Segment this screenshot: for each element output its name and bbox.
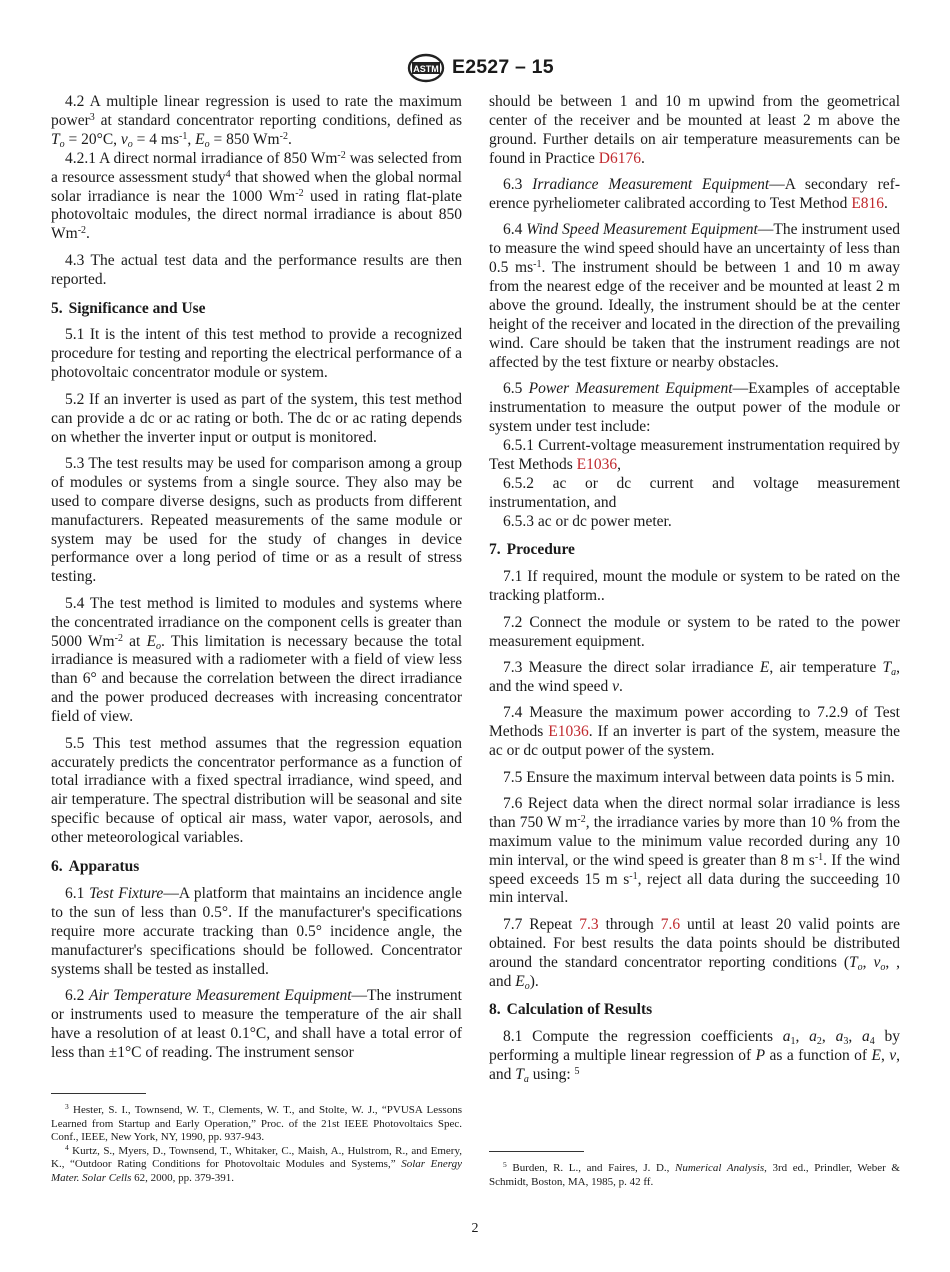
section-4-2-1: 4.2.1 A direct normal irradiance of 850 $Wm^{-2}$ was selected from a resource assessment study$^4$ that showed when the global normal solar irradiance is near the 1000 $Wm^{-2}$ used in rating flat-plate photovoltaic modules, the direct normal irradiance is about 850 $Wm^{-2}$.	[51, 149, 463, 243]
section-8-1: 8.1 Compute the regression coefficients $a_1$, $a_2$, $a_3$, $a_4$ by performing a multiple linear regression of P as a function of E, v, and $T_a$ using: $^5$	[489, 1028, 901, 1086]
section-7-6: 7.6 Reject data when the direct normal solar irradiance is less than 750 W $m^{-2}$, the irradiance varies by more than 10 % from the maximum value to the minimum value recorded during any 10 min interval, or the wind speed is greater than 8 m $s^{-1}$. If the wind speed exceeds 15 m $s^{-1}$, reject all data during the succeeding 10 min interval.	[489, 794, 901, 907]
astm-logo	[406, 52, 446, 84]
footnotes-left	[51, 1104, 462, 1186]
section-7-4: 7.4 Measure the maximum power according to 7.2.9 of Test Methods E1036. If an inverter is part of the system, measure the ac or dc output power of the system.	[489, 704, 900, 760]
section-6-5-2: 6.5.2 ac or dc current and voltage measurement instrumentation, and	[489, 474, 900, 511]
section-7-5: 7.5 Ensure the maximum interval between data points is 5 min.	[503, 768, 895, 786]
section-6-3: 6.3 Irradiance Measurement Equipment—A secondary reference pyrheliometer calibrated according to Test Method E816.	[489, 176, 900, 213]
link-e816[interactable]: E816	[851, 195, 885, 213]
section-6-4: 6.4 Wind Speed Measurement Equipment—The instrument used to measure the wind speed should have an uncertainty of less than 0.5 $ms^{-1}$. The instrument should be between 1 and 10 m away from the nearest edge of the receiver and be mounted at least 2 m above the ground. Ideally, the instrument should be at the center height of the receiver and located in the direction of the prevailing wind. Care should be taken that the instrument readings are not affected by the test fixture or nearby obstacles.	[489, 221, 901, 371]
section-6-2-continued: should be between 1 and 10 m upwind from the geometrical center of the receiver and be mounted at least 2 m above the ground. Further details on air temperature measurements can be found in Practice D6176.	[489, 93, 900, 167]
section-7-2: 7.2 Connect the module or system to be rated to the power measurement equipment.	[489, 613, 900, 650]
section-5-1: 5.1 It is the intent of this test method to provide a recognized procedure for testing and reporting the electrical performance of a photovoltaic concentrator module or system.	[51, 326, 462, 382]
section-4-3: 4.3 The actual test data and the performance results are then reported.	[51, 251, 462, 288]
section-6-5-3: 6.5.3 ac or dc power meter.	[503, 512, 672, 530]
link-7-3[interactable]: 7.3	[579, 915, 599, 933]
link-7-6[interactable]: 7.6	[660, 915, 681, 933]
footnote-4: $^4$ Kurtz, S., Myers, D., Townsend, T., Whitaker, C., Maish, A., Hulstrom, R., and Emery, K., “Outdoor Rating Conditions for Photovoltaic Modules and Systems,” Solar Energy Mater. Solar Cells 62, 2000, pp. 379-391.	[51, 1142, 462, 1184]
footnote-5: $^5$ Burden, R. L., and Faires, J. D., Numerical Analysis, 3rd ed., Prindler, Weber & Schmidt, Boston, MA, 1985, p. 42 ff.	[489, 1160, 900, 1188]
footnote-rule-left	[51, 1093, 146, 1094]
section-7-1: 7.1 If required, mount the module or system to be rated on the tracking platform..	[489, 568, 900, 605]
section-7-3: 7.3 Measure the direct solar irradiance E, air temperature $T_a$, and the wind speed v.	[489, 658, 901, 695]
link-e1036-2[interactable]: E1036	[548, 723, 589, 741]
section-6-2: 6.2 Air Temperature Measurement Equipment—The instrument or instruments used to measure the temperature of the air shall have a resolution of at least 0.1°C, and shall have a total error of less than ±1°C of reading. The instrument sensor	[51, 986, 462, 1061]
left-column	[51, 93, 462, 1070]
section-5-5: 5.5 This test method assumes that the regression equation accurately predicts the concentrator performance as a function of total irradiance with a fixed spectral irradiance, wind speed, and air temperature. The spectral distribution will be seasonal and site specific because of optical air mass, water vapor, aerosols, and other meteorological variables.	[51, 734, 462, 847]
section-5-3: 5.3 The test results may be used for comparison among a group of modules or systems from a single source. They also may be used to compare diverse designs, such as products from different manufacturers. Repeated measurements of the same module or system may be used for the study of changes in device performance over a long period of time or as a result of stress testing.	[51, 454, 462, 586]
heading-section-7: 7. Procedure	[489, 541, 575, 559]
page-number: 2	[471, 1221, 479, 1236]
link-d6176[interactable]: D6176	[598, 149, 641, 167]
section-5-2: 5.2 If an inverter is used as part of the system, this test method can provide a dc or ac rating or both. The dc or ac rating depends on whether the inverter input or output is monitored.	[51, 390, 462, 446]
footnote-rule-right	[489, 1151, 584, 1152]
section-5-4: 5.4 The test method is limited to modules and systems where the concentrated irradiance on the component cells is greater than 5000 $Wm^{-2}$ at $E_o$. This limitation is necessary because the total irradiance is measured with a radiometer with a field of view less than 6° and because the correlation between the direct irradiance and the power produced decreases with increasing concentrator field of view.	[51, 594, 463, 726]
heading-section-6: 6. Apparatus	[51, 858, 140, 876]
section-6-1: 6.1 Test Fixture—A platform that maintains an incidence angle to the sun of less than 0.5°. If the manufacturer's specifications require more accurate tracking than 0.5° incidence angle, the manufacturer's specifications should be followed. Concentrator systems shall be tested as installed.	[51, 884, 463, 978]
section-6-5-1: 6.5.1 Current-voltage measurement instrumentation required by Test Methods E1036,	[489, 436, 900, 473]
section-6-5: 6.5 Power Measurement Equipment—Examples of acceptable instrumentation to measure the output power of the module or system under test include:	[489, 380, 900, 435]
footnotes-right	[489, 1162, 900, 1189]
section-7-7: 7.7 Repeat 7.3 through 7.6 until at least 20 valid points are obtained. For best results the data points should be distributed around the standard concentrator reporting conditions ($T_o$, $v_o$, , and $E_o$).	[489, 915, 901, 992]
footnote-3: $^3$ Hester, S. I., Townsend, W. T., Clements, W. T., and Stolte, W. J., “PVUSA Lessons Learned from Startup and Early Operation,” Proc. of the 21st IEEE Photovoltaics Spec. Conf., IEEE, New York, NY, 1990, pp. 937-943.	[51, 1102, 462, 1144]
heading-section-8: 8. Calculation of Results	[489, 1001, 653, 1019]
section-4-2: 4.2 A multiple linear regression is used to rate the maximum power$^3$ at standard concentrator reporting conditions, defined as $T_o = 20^\circ C$, $v_o = 4$ $ms^{-1}$, $E_o = 850$ $Wm^{-2}$.	[51, 93, 462, 150]
page-header	[0, 55, 950, 85]
right-column	[489, 93, 900, 1093]
heading-section-5: 5. Significance and Use	[51, 299, 206, 317]
designation-title: E2527 – 15	[452, 56, 554, 78]
link-e1036[interactable]: E1036	[576, 455, 618, 473]
svg-text:ASTM: ASTM	[413, 64, 439, 74]
